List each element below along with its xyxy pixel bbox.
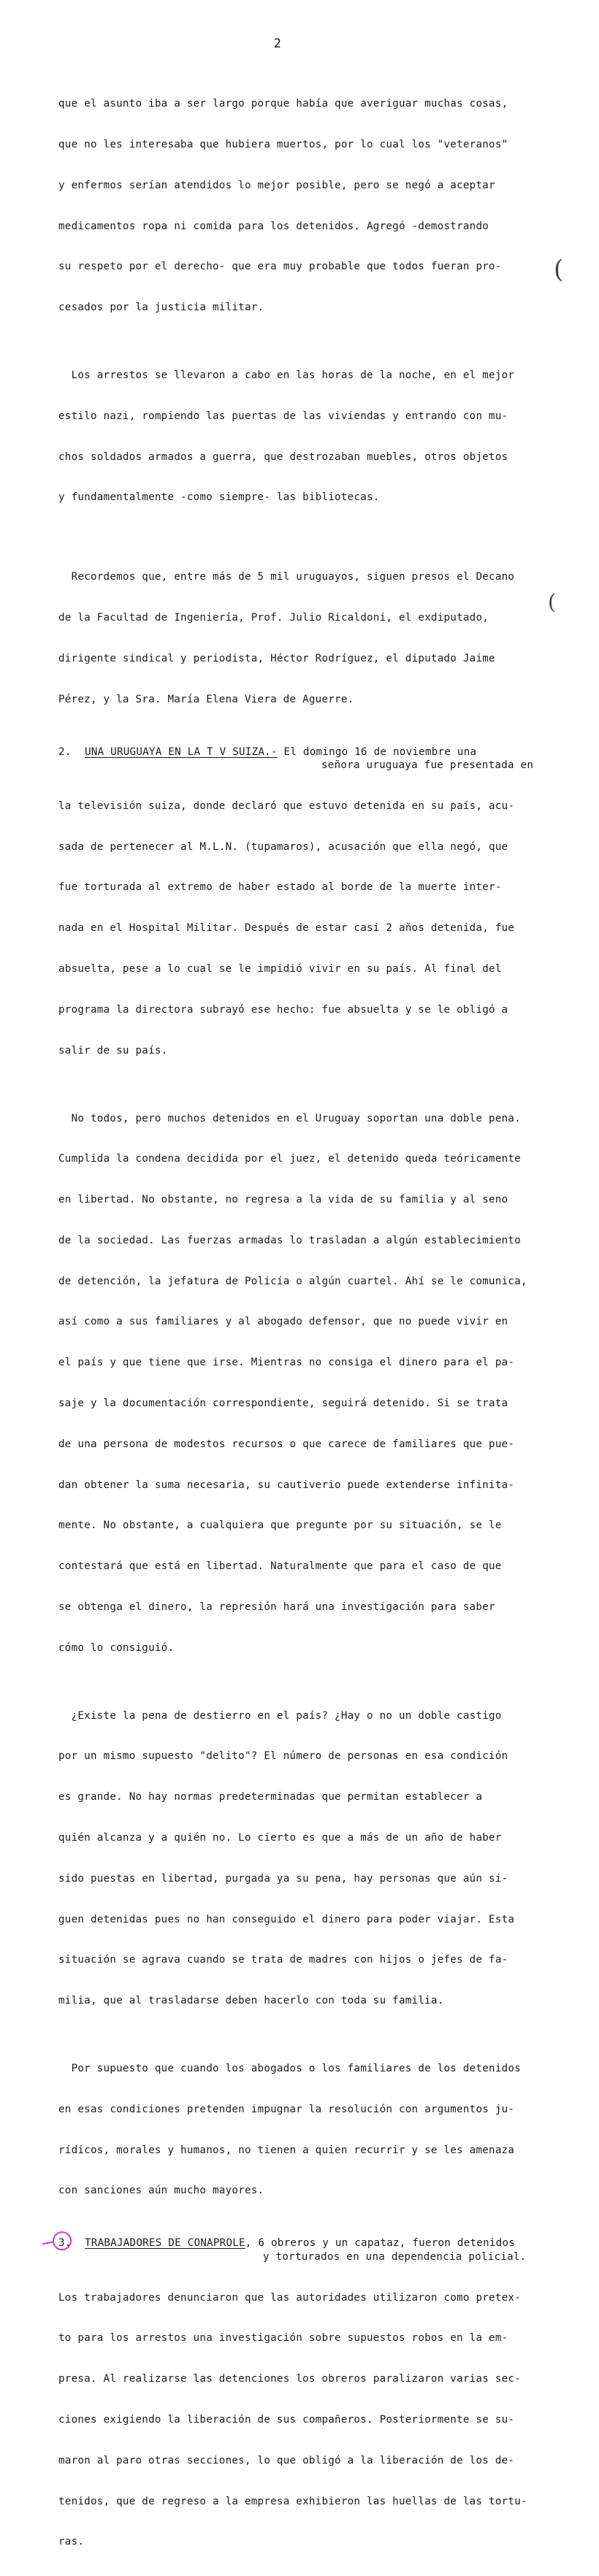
text-line: por un mismo supuesto "delito"? El número de personas en esa condición	[58, 1750, 508, 1763]
section-2-heading	[58, 745, 577, 759]
text-line: cómo lo consiguió.	[58, 1641, 175, 1654]
text-line: rídicos, morales y humanos, no tienen a quien recurrir y se les amenaza	[58, 2144, 515, 2156]
text-line: Pérez, y la Sra. María Elena Viera de Aguerre.	[58, 693, 354, 705]
margin-bracket-mark: (	[554, 255, 564, 284]
text-line: ras.	[58, 2536, 85, 2548]
text-line: sido puestas en libertad, purgada ya su pena, hay personas que aún si-	[58, 1872, 508, 1885]
text-line: de la Facultad de Ingeniería, Prof. Julio Ricaldoni, el exdiputado,	[58, 612, 489, 624]
text-line: absuelta, pese a lo cual se le impidió vivir en su país. Al final del	[58, 963, 502, 975]
text-line: maron al paro otras secciones, lo que obligó a la liberación de los de-	[58, 2454, 515, 2466]
margin-bracket-mark: (	[548, 590, 556, 614]
text-line: de detención, la jefatura de Policía o algún cuartel. Ahí se le comunica,	[58, 1275, 527, 1287]
text-line: contestará que está en libertad. Naturalmente que para el caso de que	[58, 1560, 502, 1573]
text-line: Por supuesto que cuando los abogados o los familiares de los detenidos	[58, 2063, 522, 2075]
section-number-text: 3.	[58, 2237, 72, 2250]
text-line: presa. Al realizarse las detenciones los obreros paralizaron varias sec-	[58, 2373, 521, 2385]
text-line: estilo nazi, rompiendo las puertas de las viviendas y entrando con mu-	[58, 410, 508, 422]
paragraph-exile-question	[58, 1682, 577, 2034]
paragraph-conaprole	[58, 2263, 577, 2576]
text-line: y torturados en una dependencia policial.	[263, 2250, 527, 2263]
text-line: quién alcanza y a quién no. Lo cierto es que a más de un año de haber	[58, 1832, 502, 1844]
text-line: y enfermos serían atendidos lo mejor posible, pero se negó a aceptar	[58, 179, 495, 191]
text-line: que no les interesaba que hubiera muertos, por lo cual los "veteranos"	[58, 138, 508, 150]
page-number: 2	[273, 37, 282, 51]
text-line: el país y que tiene que irse. Mientras no consiga el dinero para el pa-	[58, 1357, 515, 1369]
text-line: con sanciones aún mucho mayores.	[58, 2185, 264, 2197]
text-line: Los trabajadores denunciaron que las autoridades utilizaron como pretex-	[58, 2291, 521, 2304]
text-line: de una persona de modestos recursos o que carece de familiares que pue-	[58, 1438, 515, 1450]
text-line: programa la directora subrayó ese hecho: fue absuelta y se le obligó a	[58, 1003, 508, 1016]
text-line: sada de pertenecer al M.L.N. (tupamaros), acusación que ella negó, que	[58, 840, 508, 853]
tick-annotation-icon	[42, 2242, 53, 2245]
section-title: TRABAJADORES DE CONAPROLE	[85, 2237, 245, 2250]
text-line: y fundamentalmente -como siempre- las bibliotecas.	[58, 491, 380, 504]
text-line: salir de su país.	[58, 1044, 168, 1057]
section-3-heading	[58, 2236, 577, 2250]
paragraph-swiss-tv	[58, 773, 577, 1085]
text-line: ciones exigiendo la liberación de sus compañeros. Posteriormente se su-	[58, 2413, 515, 2426]
text-line: Los arrestos se llevaron a cabo en las horas de la noche, en el mejor	[58, 369, 515, 382]
heading-text: El domingo 16 de noviembre una	[277, 745, 477, 758]
text-line: chos soldados armados a guerra, que destrozaban muebles, otros objetos	[58, 451, 508, 463]
text-line: ¿Existe la pena de destierro en el país? ¿Hay o no un doble castigo	[58, 1709, 502, 1722]
text-line: en libertad. No obstante, no regresa a la vida de su familia y al seno	[58, 1194, 508, 1206]
text-line: su respeto por el derecho- que era muy probable que todos fueran pro-	[58, 261, 502, 273]
text-line: Recordemos que, entre más de 5 mil uruguayos, siguen presos el Decano	[58, 571, 515, 583]
text-line: guen detenidas pues no han conseguido el dinero para poder viajar. Esta	[58, 1913, 515, 1925]
text-line: dirigente sindical y periodista, Héctor Rodríguez, el diputado Jaime	[58, 652, 495, 664]
text-line: en esas condiciones pretenden impugnar la resolución con argumentos ju-	[58, 2103, 515, 2115]
paragraph-arrests-night	[58, 342, 577, 532]
text-line: la televisión suiza, donde declaró que estuvo detenida en su país, acu-	[58, 800, 515, 812]
text-line: saje y la documentación correspondiente, seguirá detenido. Si se trata	[58, 1398, 508, 1409]
paragraph-lawyers	[58, 2035, 577, 2225]
heading-text: , 6 obreros y un capataz, fueron detenidos	[245, 2237, 516, 2250]
text-line: que el asunto iba a ser largo porque había que averiguar muchas cosas,	[58, 98, 508, 110]
text-line: dan obtener la suma necesaria, su cautiverio puede extenderse infinita-	[58, 1479, 515, 1491]
text-line: se obtenga el dinero, la represión hará una investigación para saber	[58, 1601, 495, 1613]
text-line: to para los arrestos una investigación sobre supuestos robos en la em-	[58, 2332, 508, 2345]
text-line: situación se agrava cuando se trata de madres con hijos o jefes de fa-	[58, 1954, 508, 1966]
section-number: 2.	[58, 745, 72, 758]
text-line: nada en el Hospital Militar. Después de estar casi 2 años detenida, fue	[58, 922, 515, 935]
text-line: fue torturada al extremo de haber estado al borde de la muerte inter-	[58, 881, 502, 894]
text-line: mente. No obstante, a cualquiera que pregunte por su situación, se le	[58, 1519, 502, 1532]
paragraph-prisoners	[58, 543, 577, 733]
section-number	[58, 2236, 72, 2250]
text-line: Cumplida la condena decidida por el juez, el detenido queda teóricamente	[58, 1153, 521, 1165]
text-line: de la sociedad. Las fuerzas armadas lo trasladan a algún establecimiento	[58, 1234, 521, 1246]
text-line: milia, que al trasladarse deben hacerlo con toda su familia.	[58, 1995, 444, 2007]
paragraph-double-penalty	[58, 1084, 577, 1682]
text-line: es grande. No hay normas predeterminadas que permitan establecer a	[58, 1791, 483, 1803]
text-line: No todos, pero muchos detenidos en el Uruguay soportan una doble pena.	[58, 1112, 522, 1124]
text-line: señora uruguaya fue presentada en	[321, 759, 534, 772]
text-line: medicamentos ropa ni comida para los detenidos. Agregó -demostrando	[58, 220, 489, 232]
text-line: así como a sus familiares y al abogado defensor, que no puede vivir en	[58, 1316, 508, 1328]
section-title: UNA URUGUAYA EN LA T V SUIZA.-	[85, 745, 278, 758]
paragraph-arrest-statement	[58, 70, 577, 342]
document-body	[58, 70, 577, 2576]
text-line: cesados por la justicia militar.	[58, 302, 264, 314]
text-line: tenidos, que de regreso a la empresa exhibieron las huellas de las tortu-	[58, 2495, 527, 2507]
